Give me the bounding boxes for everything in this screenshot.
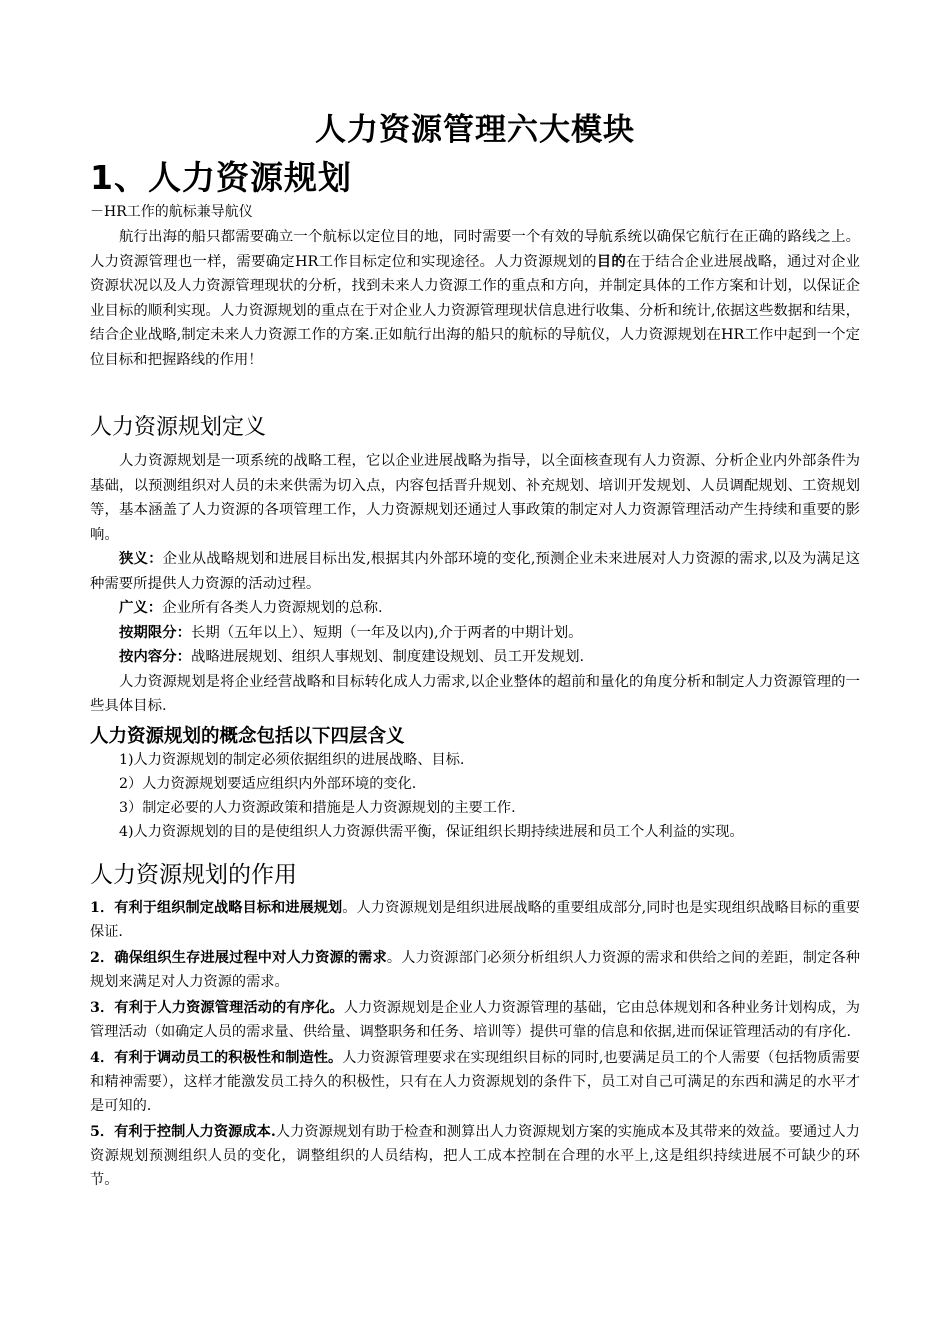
intro-paragraph <box>90 225 860 372</box>
role-item-3 <box>90 996 860 1044</box>
definition-by-content <box>90 645 860 670</box>
narrow-text: 企业从战略规划和进展目标出发,根据其内外部环境的变化,预测企业未来进展对人力资源的需求,以及为满足这种需要所提供人力资源的活动过程。 <box>90 551 860 592</box>
definition-narrow <box>90 547 860 596</box>
role-item-1-head: 1．有利于组织制定战略目标和进展规划 <box>90 900 343 916</box>
role-item-3-text: 人力资源规划是企业人力资源管理的基础，它由总体规划和各种业务计划构成，为管理活动（如确定人员的需求量、供给量、调整职务和任务、培训等）提供可靠的信息和依据,进而保证管理活动的有序化. <box>90 1000 860 1040</box>
role-item-5-text: 人力资源规划有助于检查和测算出人力资源规划方案的实施成本及其带来的效益。要通过人力资源规划预测组织人员的变化，调整组织的人员结构，把人工成本控制在合理的水平上,这是组织持续进展不可缺少的环节。 <box>90 1124 860 1188</box>
intro-text-start: 航行出海的船只都需要确立一个航标以定位目的地，同时需要一个有效的导航系统以确保它航行在正确的路线之上。人力资源管理也一样，需要确定HR工作目标定位和实现途径。人力资源规划的 <box>90 229 860 270</box>
concept-item-4: 4)人力资源规划的目的是使组织人力资源供需平衡，保证组织长期持续进展和员工个人利益的实现。 <box>119 824 744 840</box>
broad-text: 企业所有各类人力资源规划的总称. <box>162 600 383 616</box>
period-text: 长期（五年以上）、短期（一年及以内),介于两者的中期计划。 <box>190 624 583 641</box>
period-label: 按期限分： <box>119 623 191 641</box>
role-item-4 <box>90 1046 860 1118</box>
definition-heading: 人力资源规划定义 <box>90 415 267 440</box>
definition-summary: 人力资源规划是将企业经营战略和目标转化成人力需求,以企业整体的超前和量化的角度分析和制定人力资源管理的一些具体目标. <box>90 673 860 714</box>
broad-label: 广义： <box>119 599 163 616</box>
role-item-2-text: 。人力资源部门必须分析组织人力资源的需求和供给之间的差距，制定各种规划来满足对人力资源的需求。 <box>90 950 860 990</box>
role-item-2 <box>90 946 860 994</box>
concept-item-2: 2）人力资源规划要适应组织内外部环境的变化. <box>119 776 417 792</box>
intro-paragraph-block <box>90 225 860 372</box>
role-item-4-head: 4．有利于调动员工的积极性和制造性。 <box>90 1050 343 1066</box>
role-item-2-head: 2．确保组织生存进展过程中对人力资源的需求 <box>90 950 387 966</box>
role-list <box>90 896 860 1192</box>
definition-paragraph: 人力资源规划是一项系统的战略工程，它以企业进展战略为指导，以全面核查现有人力资源、分析企业内外部条件为基础，以预测组织对人员的未来供需为切入点，内容包括晋升规划、补充规划、培训开发规划、人员调配规划、工资规划等，基本涵盖了人力资源的各项管理工作，人力资源规划还通过人事政策的制定对人力资源管理活动产生持续和重要的影响。 <box>90 453 860 543</box>
role-item-5 <box>90 1120 860 1192</box>
narrow-label: 狭义： <box>119 550 163 567</box>
intro-text-end: 在于结合企业进展战略，通过对企业资源状况以及人力资源管理现状的分析，找到未来人力资源工作的重点和方向，并制定具体的工作方案和计划，以保证企业目标的顺利实现。人力资源规划的重点在于对企业人力资源管理现状信息进行收集、分析和统计,依据这些数据和结果，结合企业战略,制定未来人力资源工作的方案.正如航行出海的船只的航标的导航仪，人力资源规划在HR工作中起到一个定位目标和把握路线的作用！ <box>90 253 860 368</box>
concept-list <box>90 748 860 844</box>
role-heading: 人力资源规划的作用 <box>90 862 297 888</box>
role-item-4-text: 人力资源管理要求在实现组织目标的同时,也要满足员工的个人需要（包括物质需要和精神需要），这样才能激发员工持久的积极性，只有在人力资源规划的条件下，员工对自己可满足的东西和满足的水平才是可知的. <box>90 1050 861 1114</box>
concept-item-1: 1)人力资源规划的制定必须依据组织的进展战略、目标. <box>119 752 465 768</box>
intro-bold-term: 目的 <box>596 252 626 270</box>
section-subtitle: －HR工作的航标兼导航仪 <box>90 204 253 220</box>
definition-block <box>90 449 860 719</box>
definition-by-period <box>90 621 860 646</box>
definition-broad <box>90 596 860 621</box>
role-item-1-text: 。人力资源规划是组织进展战略的重要组成部分,同时也是实现组织战略目标的重要保证. <box>90 900 861 940</box>
concept-item-3: 3）制定必要的人力资源政策和措施是人力资源规划的主要工作. <box>119 800 516 816</box>
role-item-5-head: 5．有利于控制人力资源成本. <box>90 1124 276 1140</box>
role-item-3-head: 3．有利于人力资源管理活动的有序化。 <box>90 1000 344 1016</box>
content-label: 按内容分： <box>119 648 191 665</box>
role-item-1 <box>90 896 860 944</box>
content-text: 战略进展规划、组织人事规划、制度建设规划、员工开发规划. <box>190 649 585 665</box>
document-title: 人力资源管理六大模块 <box>315 112 635 148</box>
concept-heading: 人力资源规划的概念包括以下四层含义 <box>90 726 405 747</box>
section-heading-hr-planning: 1、人力资源规划 <box>90 158 352 197</box>
